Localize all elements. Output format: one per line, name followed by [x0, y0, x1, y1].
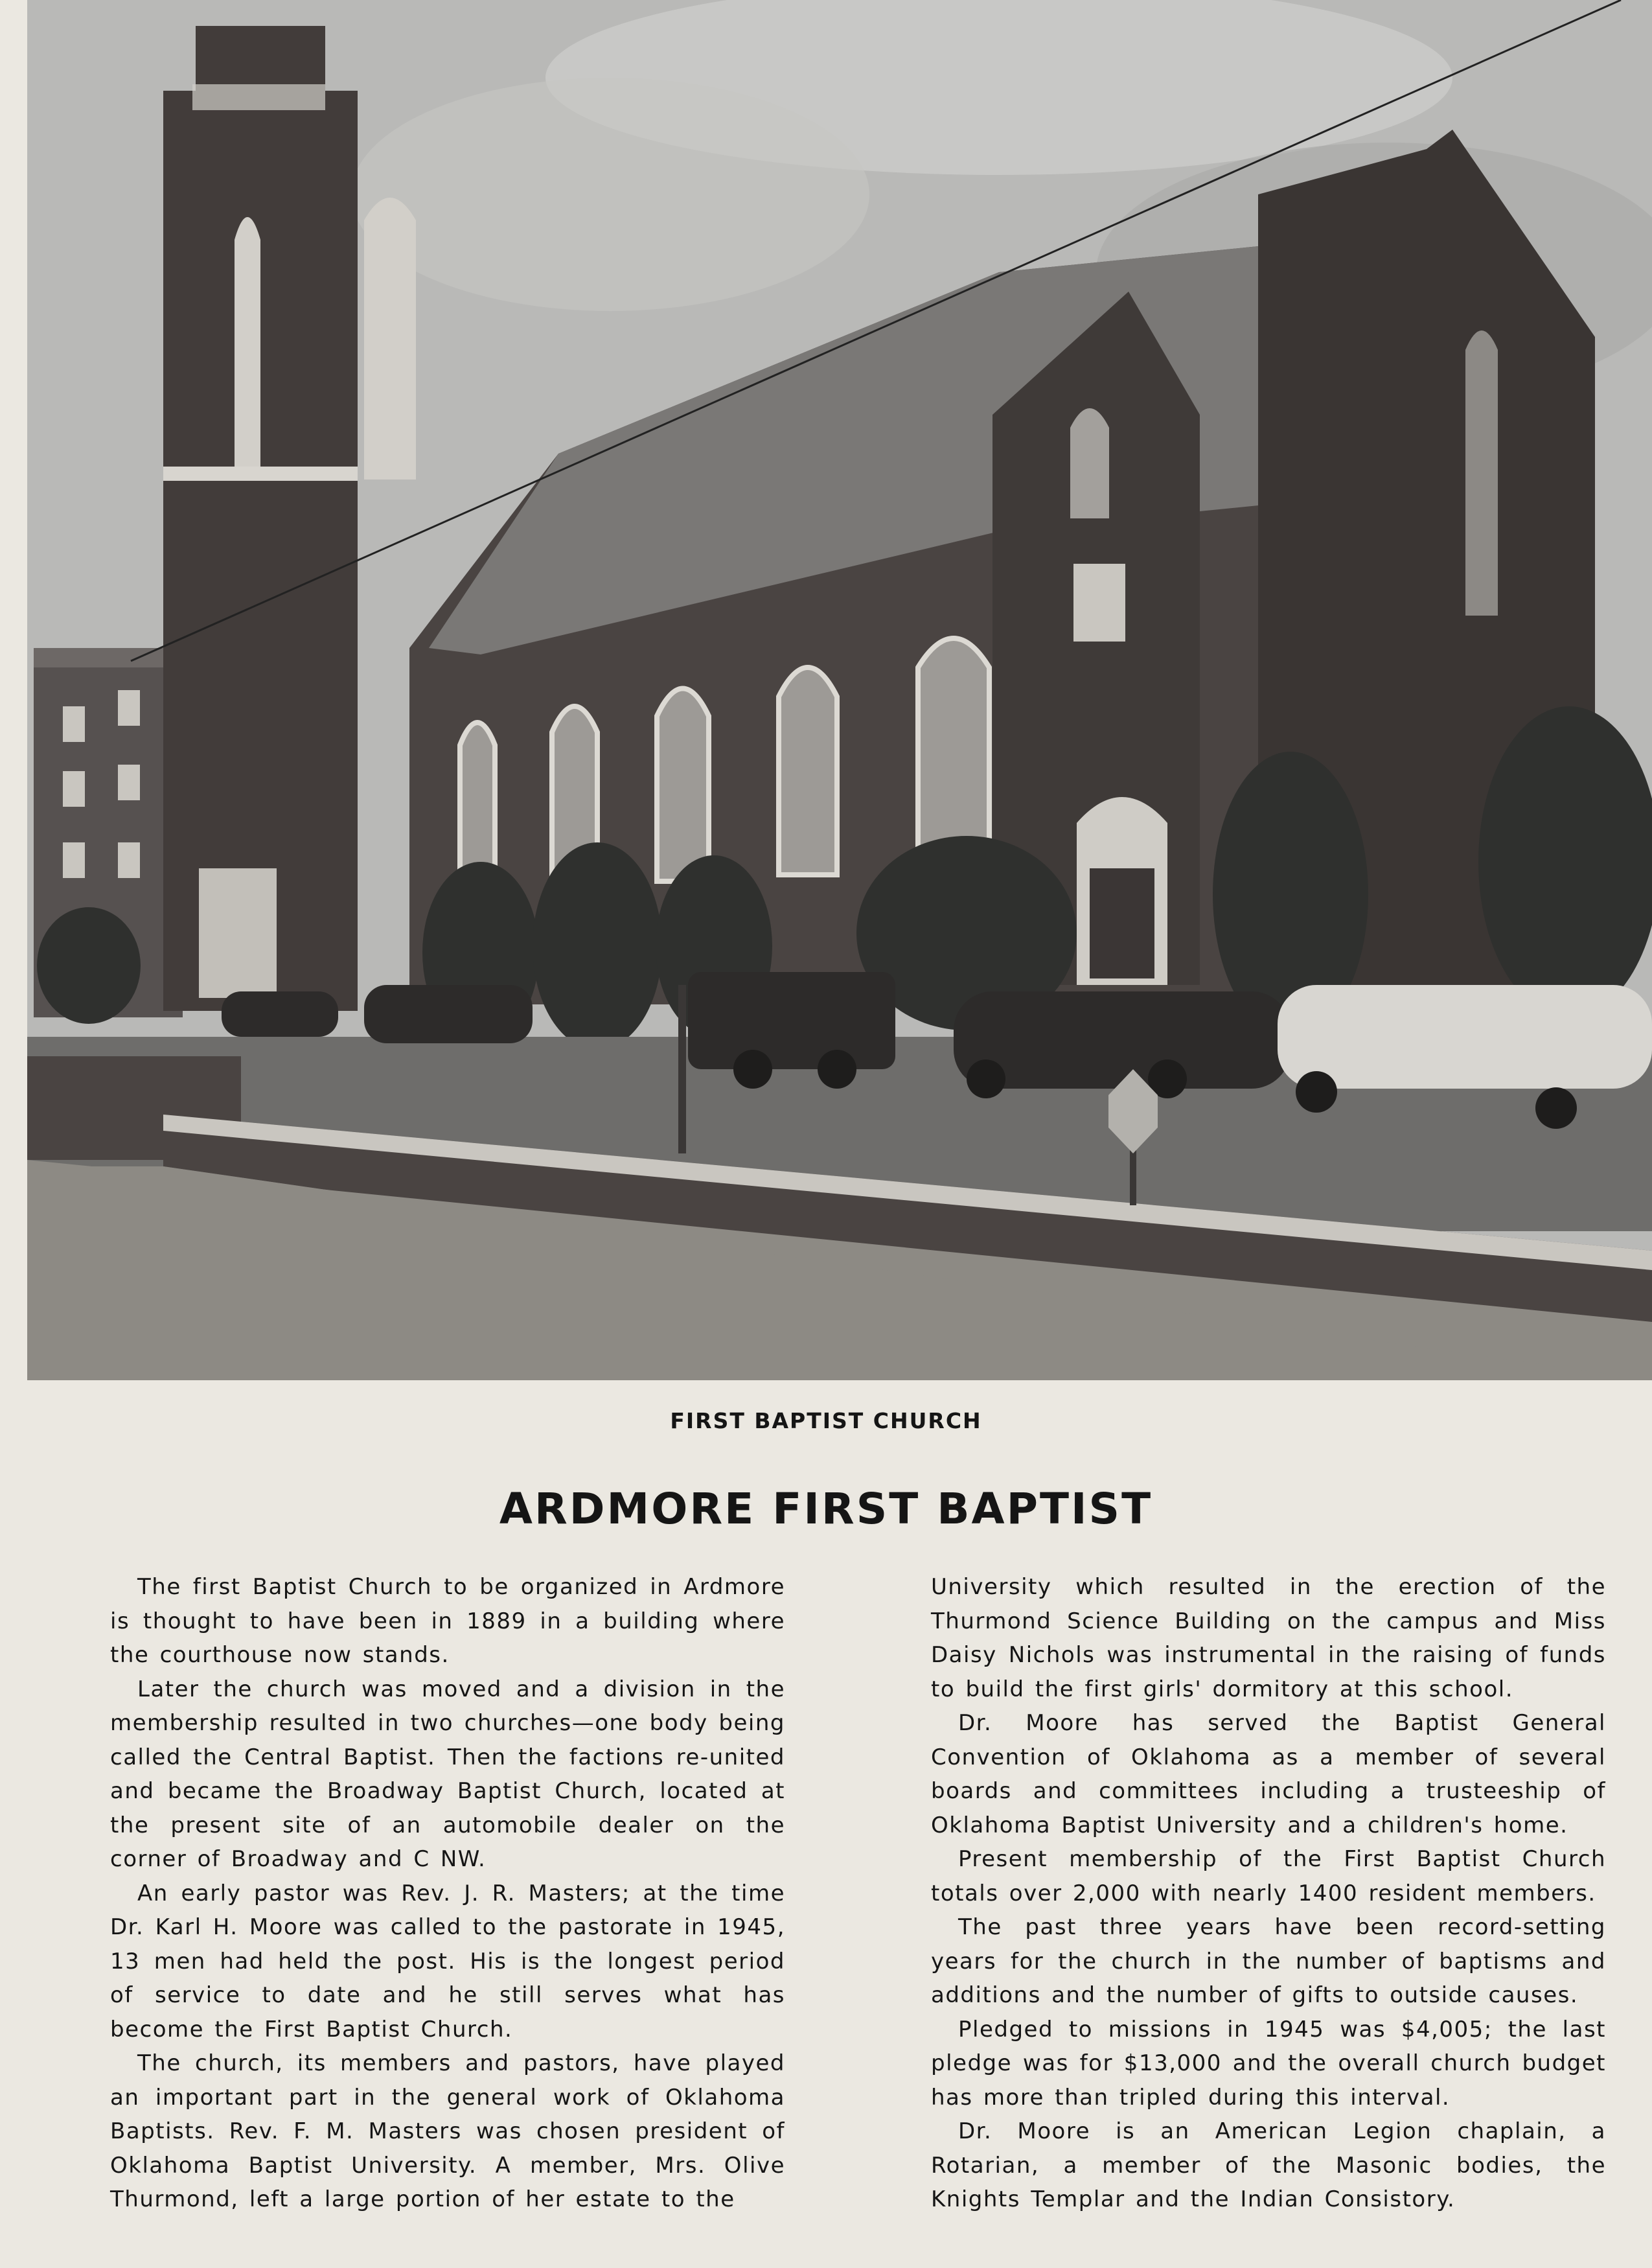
paragraph: The past three years have been record-setting years for the church in the number of baptisms and additions and the number of gifts to outside causes. — [931, 1914, 1606, 2008]
article-title: ARDMORE FIRST BAPTIST — [499, 1484, 1153, 1534]
paragraph: Dr. Moore has served the Baptist General Convention of Oklahoma as a member of several boards and committees including a trusteeship of Oklahoma Baptist University and a children's home. — [931, 1710, 1606, 1838]
paragraph: Present membership of the First Baptist Church totals over 2,000 with nearly 1400 resident members. — [931, 1846, 1606, 1906]
right-column — [931, 1570, 1606, 2217]
photo-caption: FIRST BAPTIST CHURCH — [670, 1408, 982, 1433]
paragraph: Later the church was moved and a division in the membership resulted in two churches—one body being called the Central Baptist. Then the factions re-united and became the Broadway Baptist Church, located at the present site of an automobile dealer on the corner of Broadway and C NW. — [110, 1676, 785, 1872]
paragraph: Pledged to missions in 1945 was $4,005; the last pledge was for $13,000 and the overall church budget has more than tripled during this interval. — [931, 2016, 1606, 2111]
paragraph: Dr. Moore is an American Legion chaplain, a Rotarian, a member of the Masonic bodies, the Knights Templar and the Indian Consistory. — [931, 2118, 1606, 2212]
left-column — [110, 1570, 785, 2217]
church-photo — [27, 0, 1652, 1380]
paragraph: The church, its members and pastors, have played an important part in the general work of Oklahoma Baptists. Rev. F. M. Masters was chosen president of Oklahoma Baptist University. A member, Mrs. Olive Thurmond, left a large portion of her estate to the — [110, 2050, 785, 2212]
paragraph-continuation: University which resulted in the erection of the Thurmond Science Building on the campus and Miss Daisy Nichols was instrumental in the raising of funds to build the first girls' dormitory at this school. — [931, 1574, 1606, 1702]
paragraph: The first Baptist Church to be organized in Ardmore is thought to have been in 1889 in a building where the courthouse now stands. — [110, 1574, 785, 1668]
paragraph: An early pastor was Rev. J. R. Masters; at the time Dr. Karl H. Moore was called to the pastorate in 1945, 13 men had held the post. His is the longest period of service to date and he still serves what has become the First Baptist Church. — [110, 1880, 785, 2042]
